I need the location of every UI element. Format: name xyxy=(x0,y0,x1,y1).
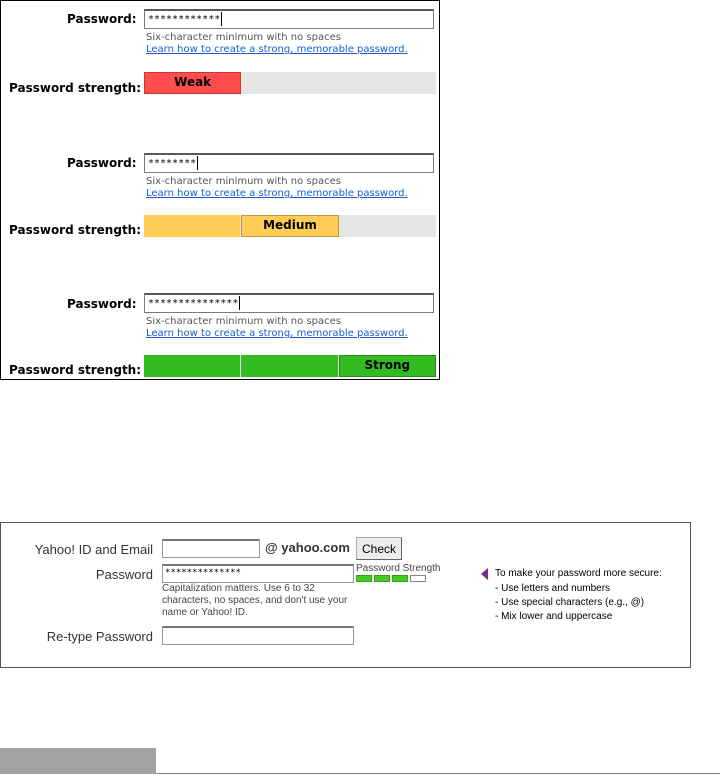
footer-divider xyxy=(156,773,720,774)
password-input[interactable] xyxy=(144,9,434,29)
password-input[interactable]: ************** xyxy=(162,564,354,583)
yahoo-registration-form xyxy=(0,522,691,668)
strength-label: Password strength: xyxy=(9,223,142,237)
password-hint: Six-character minimum with no spaces xyxy=(146,176,341,187)
yahoo-id-input[interactable] xyxy=(162,539,260,558)
strength-segment xyxy=(241,355,337,377)
domain-label: @ yahoo.com xyxy=(265,540,350,555)
strength-meter-bars xyxy=(356,575,426,582)
strength-meter xyxy=(144,72,436,94)
strength-label: Password strength: xyxy=(9,81,142,95)
password-input[interactable] xyxy=(144,153,434,173)
password-label: Password: xyxy=(67,297,137,311)
strength-bar xyxy=(392,575,408,582)
password-hint: Six-character minimum with no spaces xyxy=(146,316,341,327)
strength-bar xyxy=(410,575,426,582)
password-label: Password xyxy=(95,567,153,582)
password-value: *************** xyxy=(148,298,239,309)
tip-item: - Mix lower and uppercase xyxy=(495,611,613,622)
retype-password-label: Re-type Password xyxy=(46,629,153,644)
password-hint: Six-character minimum with no spaces xyxy=(146,32,341,43)
strength-bar xyxy=(374,575,390,582)
retype-password-input[interactable] xyxy=(162,626,354,645)
strength-text: Medium xyxy=(263,218,317,232)
strength-label: Password strength: xyxy=(9,363,142,377)
password-value: ******** xyxy=(148,158,197,169)
strength-meter xyxy=(144,355,436,377)
strength-text: Strong xyxy=(364,358,411,372)
learn-password-link[interactable]: Learn how to create a strong, memorable password. xyxy=(146,188,408,199)
strength-meter xyxy=(144,215,436,237)
password-tips-list xyxy=(495,582,644,624)
strength-segment xyxy=(144,355,240,377)
check-button[interactable]: Check xyxy=(356,537,402,560)
password-label: Password: xyxy=(67,156,137,170)
strength-text: Weak xyxy=(174,75,212,89)
tip-item: - Use special characters (e.g., @) xyxy=(495,597,645,608)
learn-password-link[interactable]: Learn how to create a strong, memorable password. xyxy=(146,328,408,339)
strength-segment xyxy=(144,215,240,237)
yahoo-id-label: Yahoo! ID and Email xyxy=(34,542,153,557)
triangle-left-icon xyxy=(481,568,488,580)
password-label: Password: xyxy=(67,12,137,26)
strength-examples-panel xyxy=(0,0,440,380)
footer-block xyxy=(0,748,156,774)
password-input[interactable] xyxy=(144,293,434,313)
password-rules-note: Capitalization matters. Use 6 to 32 characters, no spaces, and don't use your name or Yahoo! ID. xyxy=(162,583,348,618)
password-value: ************ xyxy=(148,14,221,25)
strength-meter-label: Password Strength xyxy=(356,563,441,574)
tip-item: - Use letters and numbers xyxy=(495,583,611,594)
strength-bar xyxy=(356,575,372,582)
learn-password-link[interactable]: Learn how to create a strong, memorable password. xyxy=(146,44,408,55)
tips-title: To make your password more secure: xyxy=(495,568,662,579)
